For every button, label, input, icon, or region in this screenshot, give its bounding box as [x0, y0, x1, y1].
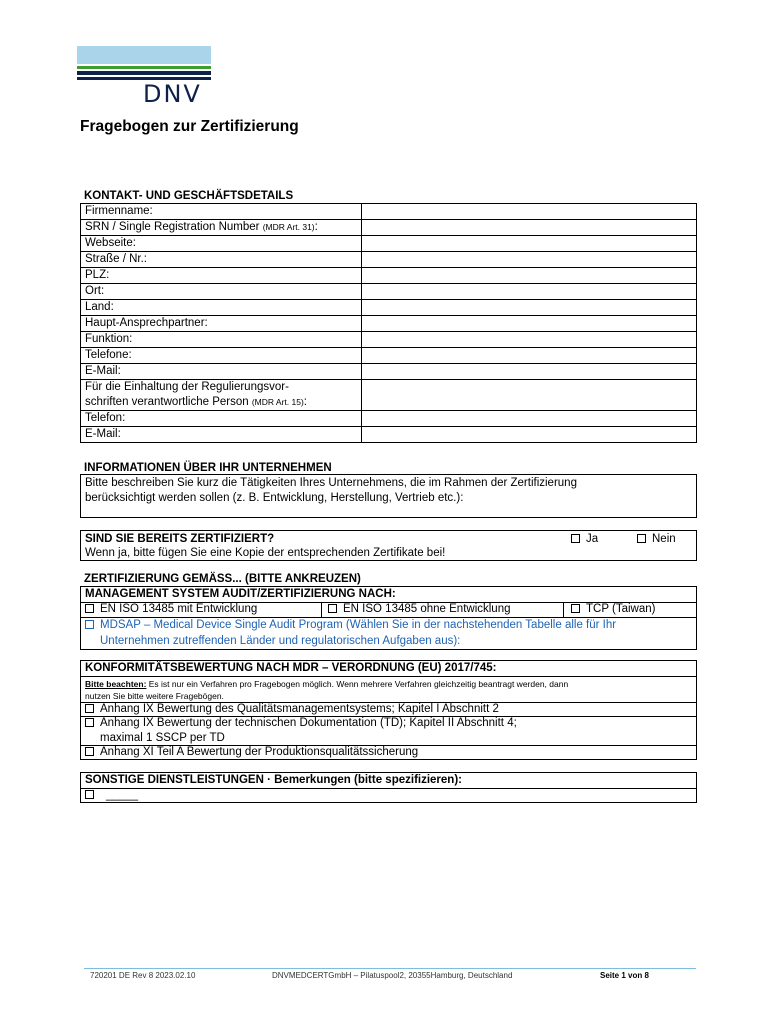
contact-value-field[interactable]	[361, 348, 696, 364]
mdsap-checkbox[interactable]	[85, 620, 94, 629]
yes-checkbox[interactable]	[571, 534, 580, 543]
contact-value-field[interactable]	[361, 300, 696, 316]
option-iso-without-dev[interactable]	[328, 602, 511, 617]
contact-label-cell	[81, 220, 362, 236]
footer-company: DNVMEDCERTGmbH – Pilatuspool2, 20355Hamburg, Deutschland	[272, 971, 513, 980]
contact-row	[81, 427, 697, 443]
annex-ix-qms-checkbox[interactable]	[85, 704, 94, 713]
contact-value-field[interactable]	[361, 220, 696, 236]
contact-label-cell	[81, 284, 362, 300]
footer-doc-id: 720201 DE Rev 8 2023.02.10	[90, 971, 196, 980]
contact-label-cell	[81, 348, 362, 364]
iso-with-dev-label: EN ISO 13485 mit Entwicklung	[100, 603, 258, 615]
row-divider	[81, 788, 696, 789]
contact-label: Für die Einhaltung der Regulierungsvor-	[85, 381, 289, 393]
logo-band-light-blue	[77, 46, 211, 64]
management-system-heading: MANAGEMENT SYSTEM AUDIT/ZERTIFIZIERUNG NACH:	[85, 588, 396, 600]
other-checkbox[interactable]	[85, 790, 94, 799]
annex-ix-td-checkbox[interactable]	[85, 718, 94, 727]
logo-wordmark: DNV	[143, 80, 202, 108]
contact-label: E-Mail:	[85, 428, 121, 440]
other-services-heading: SONSTIGE DIENSTLEISTUNGEN · Bemerkungen (bitte spezifizieren):	[85, 774, 462, 786]
contact-label-cell	[81, 204, 362, 220]
footer-divider	[84, 968, 696, 969]
contact-label: Haupt-Ansprechpartner:	[85, 317, 208, 329]
contact-label-suffix: :	[314, 221, 318, 233]
conformity-box	[80, 660, 697, 760]
option-mdsap[interactable]	[85, 618, 616, 633]
contact-value-field[interactable]	[361, 284, 696, 300]
contact-value-field[interactable]	[361, 236, 696, 252]
contact-row	[81, 364, 697, 380]
option-annex-xi[interactable]	[85, 745, 418, 760]
company-prompt-line1: Bitte beschreiben Sie kurz die Tätigkeiten Ihres Unternehmens, die im Rahmen der Zertifizierung	[85, 477, 577, 489]
contact-value-field[interactable]	[361, 411, 696, 427]
no-label: Nein	[652, 533, 676, 545]
annex-ix-td-label-line2: maximal 1 SSCP per TD	[100, 732, 225, 744]
dnv-logo	[77, 46, 211, 106]
row-divider	[81, 676, 696, 677]
contact-label-cell	[81, 316, 362, 332]
contact-label: SRN / Single Registration Number	[85, 221, 263, 233]
contact-label-suffix: :	[303, 396, 307, 408]
contact-label: Land:	[85, 301, 114, 313]
certification-heading: ZERTIFIZIERUNG GEMÄSS... (BITTE ANKREUZEN)	[84, 573, 361, 585]
option-other[interactable]	[85, 788, 138, 803]
conformity-note-line1	[85, 678, 568, 690]
note-text: Es ist nur ein Verfahren pro Fragebogen möglich. Wenn mehrere Verfahren gleichzeitig beantragt werden, dann	[146, 679, 569, 689]
logo-band-navy	[77, 71, 211, 75]
other-services-box	[80, 772, 697, 803]
certified-box	[80, 530, 697, 561]
contact-row	[81, 236, 697, 252]
company-prompt-line2: berücksichtigt werden sollen (z. B. Entwicklung, Herstellung, Vertrieb etc.):	[85, 492, 464, 504]
tcp-checkbox[interactable]	[571, 604, 580, 613]
contact-row	[81, 348, 697, 364]
col-divider-1	[321, 602, 322, 618]
col-divider-2	[563, 602, 564, 618]
contact-label: Webseite:	[85, 237, 136, 249]
iso-without-dev-label: EN ISO 13485 ohne Entwicklung	[343, 603, 511, 615]
yes-label: Ja	[586, 533, 599, 545]
footer-page-number: Seite 1 von 8	[600, 971, 649, 980]
contact-label-cell	[81, 236, 362, 252]
contact-row	[81, 332, 697, 348]
iso-with-dev-checkbox[interactable]	[85, 604, 94, 613]
contact-value-field[interactable]	[361, 268, 696, 284]
contact-label: PLZ:	[85, 269, 110, 281]
mdsap-label: MDSAP – Medical Device Single Audit Program (Wählen Sie in der nachstehenden Tabelle alle für Ihr	[100, 619, 617, 631]
contact-value-field[interactable]	[361, 204, 696, 220]
contact-label: Telefon:	[85, 412, 126, 424]
company-box[interactable]	[80, 474, 697, 518]
mdsap-label-line2: Unternehmen zutreffenden Länder und regulatorischen Aufgaben aus):	[100, 635, 461, 647]
contact-label-cell	[81, 427, 362, 443]
option-iso-with-dev[interactable]	[85, 602, 257, 617]
annex-xi-label: Anhang XI Teil A Bewertung der Produktionsqualitätssicherung	[100, 746, 419, 758]
contact-label: Telefone:	[85, 349, 132, 361]
no-checkbox[interactable]	[637, 534, 646, 543]
contact-label-cell	[81, 300, 362, 316]
contact-row	[81, 380, 697, 411]
contact-table	[80, 203, 697, 443]
option-annex-ix-qms[interactable]	[85, 702, 499, 717]
contact-label-cell	[81, 411, 362, 427]
contact-value-field[interactable]	[361, 332, 696, 348]
contact-label: E-Mail:	[85, 365, 121, 377]
certification-box	[80, 586, 697, 650]
contact-label-cell	[81, 364, 362, 380]
tcp-label: TCP (Taiwan)	[586, 603, 656, 615]
other-blank[interactable]: _____	[106, 789, 138, 801]
contact-label: Funktion:	[85, 333, 133, 345]
contact-value-field[interactable]	[361, 316, 696, 332]
contact-label-note: (MDR Art. 15)	[251, 397, 304, 407]
contact-label-cell	[81, 268, 362, 284]
contact-row	[81, 300, 697, 316]
company-heading: INFORMATIONEN ÜBER IHR UNTERNEHMEN	[84, 462, 332, 474]
annex-ix-qms-label: Anhang IX Bewertung des Qualitätsmanagementsystems; Kapitel I Abschnitt 2	[100, 703, 499, 715]
page-title: Fragebogen zur Zertifizierung	[80, 118, 299, 135]
contact-row	[81, 411, 697, 427]
conformity-note-line2: nutzen Sie bitte weitere Fragebögen.	[85, 691, 224, 701]
option-annex-ix-td[interactable]	[85, 716, 517, 731]
certified-note: Wenn ja, bitte fügen Sie eine Kopie der entsprechenden Zertifikate bei!	[85, 547, 446, 559]
annex-ix-td-label: Anhang IX Bewertung der technischen Dokumentation (TD); Kapitel II Abschnitt 4;	[100, 717, 517, 729]
conformity-heading: KONFORMITÄTSBEWERTUNG NACH MDR – VERORDNUNG (EU) 2017/745:	[85, 662, 497, 674]
iso-without-dev-checkbox[interactable]	[328, 604, 337, 613]
contact-value-field[interactable]	[361, 364, 696, 380]
contact-row	[81, 316, 697, 332]
contact-heading: KONTAKT- UND GESCHÄFTSDETAILS	[84, 190, 294, 202]
contact-label-cell	[81, 380, 362, 411]
contact-value-field[interactable]	[361, 427, 696, 443]
contact-label-cell	[81, 332, 362, 348]
contact-row	[81, 284, 697, 300]
contact-label-line2: schriften verantwortliche Person	[85, 396, 252, 408]
contact-value-field[interactable]	[361, 252, 696, 268]
contact-row	[81, 252, 697, 268]
logo-band-green	[77, 66, 211, 69]
contact-label-cell	[81, 252, 362, 268]
contact-value-field[interactable]	[361, 380, 696, 411]
contact-label: Ort:	[85, 285, 105, 297]
contact-label: Firmenname:	[85, 205, 153, 217]
contact-label: Straße / Nr.:	[85, 253, 147, 265]
contact-label-note: (MDR Art. 31)	[262, 222, 315, 232]
certified-heading: SIND SIE BEREITS ZERTIFIZIERT?	[85, 533, 275, 545]
no-option[interactable]	[637, 532, 676, 547]
annex-xi-checkbox[interactable]	[85, 747, 94, 756]
note-label: Bitte beachten:	[85, 679, 147, 689]
option-tcp[interactable]	[571, 602, 655, 617]
contact-row	[81, 204, 697, 220]
yes-option[interactable]	[571, 532, 598, 547]
contact-row	[81, 268, 697, 284]
contact-row	[81, 220, 697, 236]
